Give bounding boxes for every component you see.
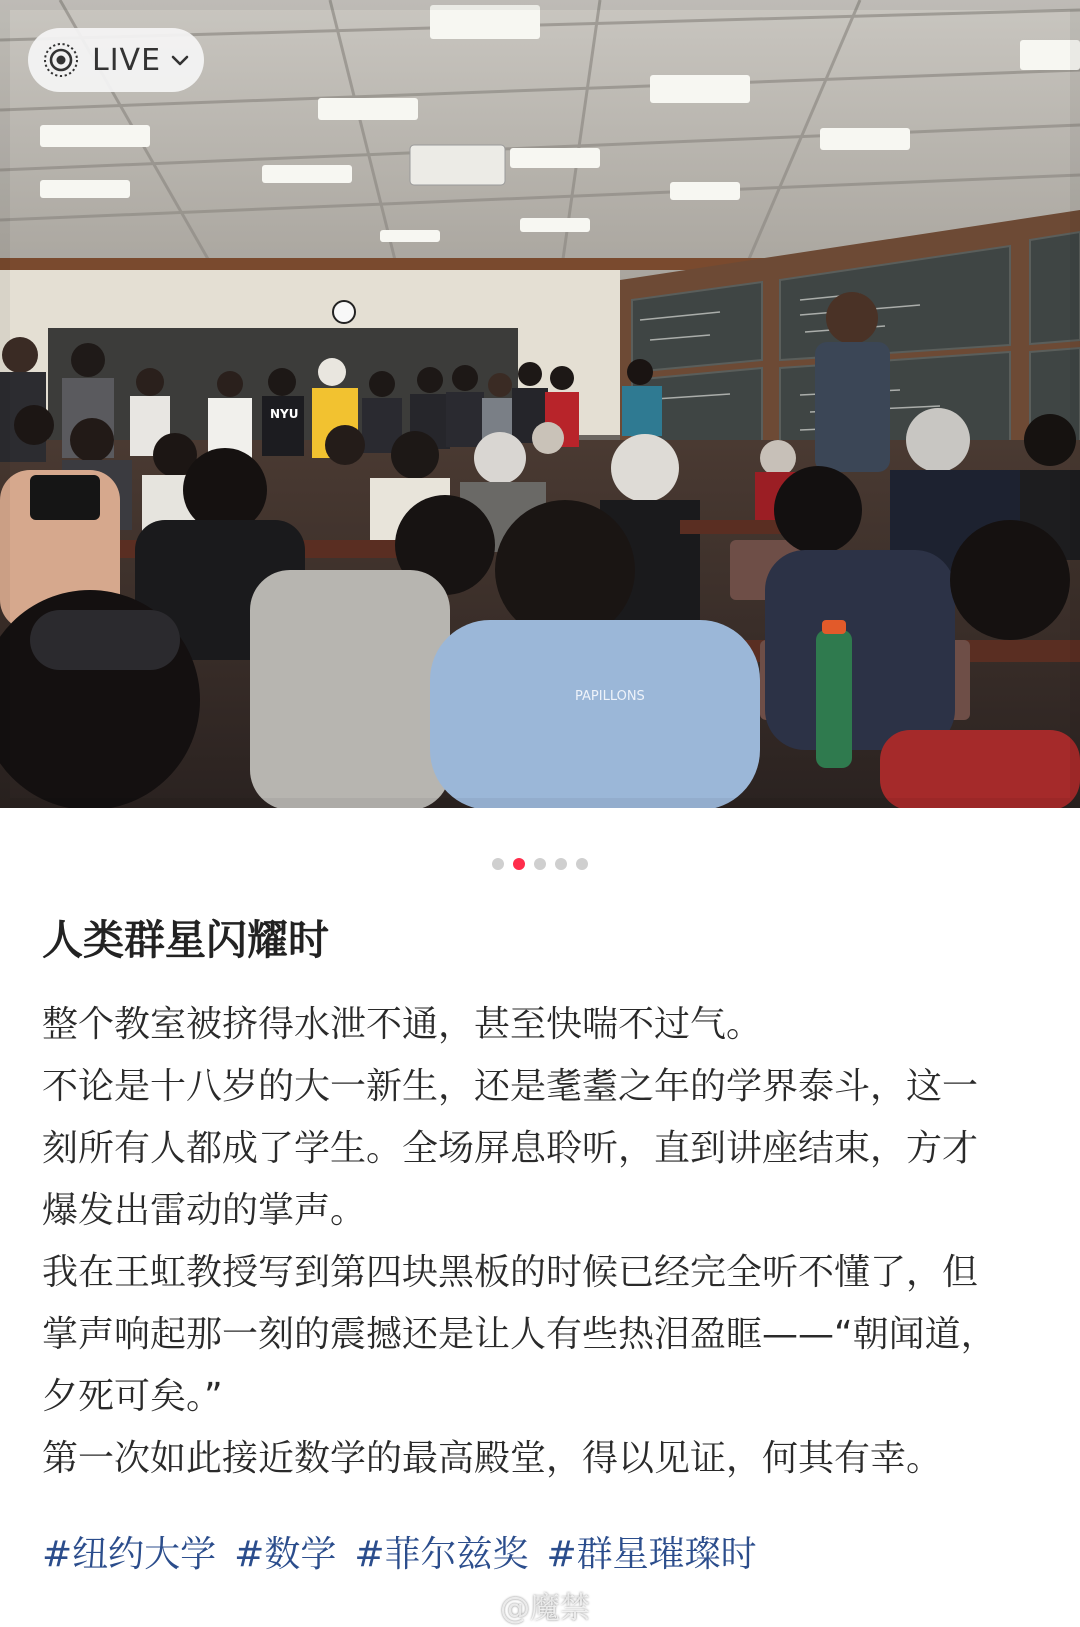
- pagination-dot[interactable]: [555, 858, 567, 870]
- post-title: 人类群星闪耀时: [42, 916, 329, 964]
- hashtag-link[interactable]: #群星璀璨时: [546, 1534, 757, 1575]
- lecture-hall-photo: [0, 0, 1080, 808]
- live-label: LIVE: [92, 42, 162, 78]
- nyu-shirt-text: NYU: [270, 407, 299, 421]
- post-paragraph: 我在王虹教授写到第四块黑板的时候已经完全听不懂了，但掌声响起那一刻的震撼还是让人有些热泪盈眶——“朝闻道，夕死可矣。”: [42, 1252, 997, 1417]
- pagination-dot[interactable]: [576, 858, 588, 870]
- post-paragraph: 不论是十八岁的大一新生，还是耄耋之年的学界泰斗，这一刻所有人都成了学生。全场屏息聆听，直到讲座结束，方才爆发出雷动的掌声。: [42, 1066, 979, 1231]
- post-paragraph: 第一次如此接近数学的最高殿堂，得以见证，何其有幸。: [42, 1438, 943, 1479]
- pagination-dot-active[interactable]: [513, 858, 525, 870]
- hashtag-link[interactable]: #菲尔兹奖: [354, 1534, 529, 1575]
- post-paragraph: 整个教室被挤得水泄不通，甚至快喘不过气。: [42, 1004, 763, 1045]
- post-content: [42, 912, 1042, 1580]
- hoodie-text: PAPILLONS: [575, 689, 645, 704]
- pagination-dot[interactable]: [534, 858, 546, 870]
- watermark: @魔禁: [500, 1591, 590, 1626]
- image-pagination: [0, 858, 1080, 870]
- post-photo[interactable]: [0, 0, 1080, 808]
- hashtag-link[interactable]: #数学: [234, 1534, 337, 1575]
- hashtag-link[interactable]: #纽约大学: [42, 1534, 217, 1575]
- live-photo-icon: [42, 41, 80, 79]
- chevron-down-icon: [169, 49, 191, 71]
- live-photo-button[interactable]: [28, 28, 204, 92]
- hashtag-list: [42, 1530, 1042, 1580]
- post-body: [42, 994, 1002, 1490]
- pagination-dot[interactable]: [492, 858, 504, 870]
